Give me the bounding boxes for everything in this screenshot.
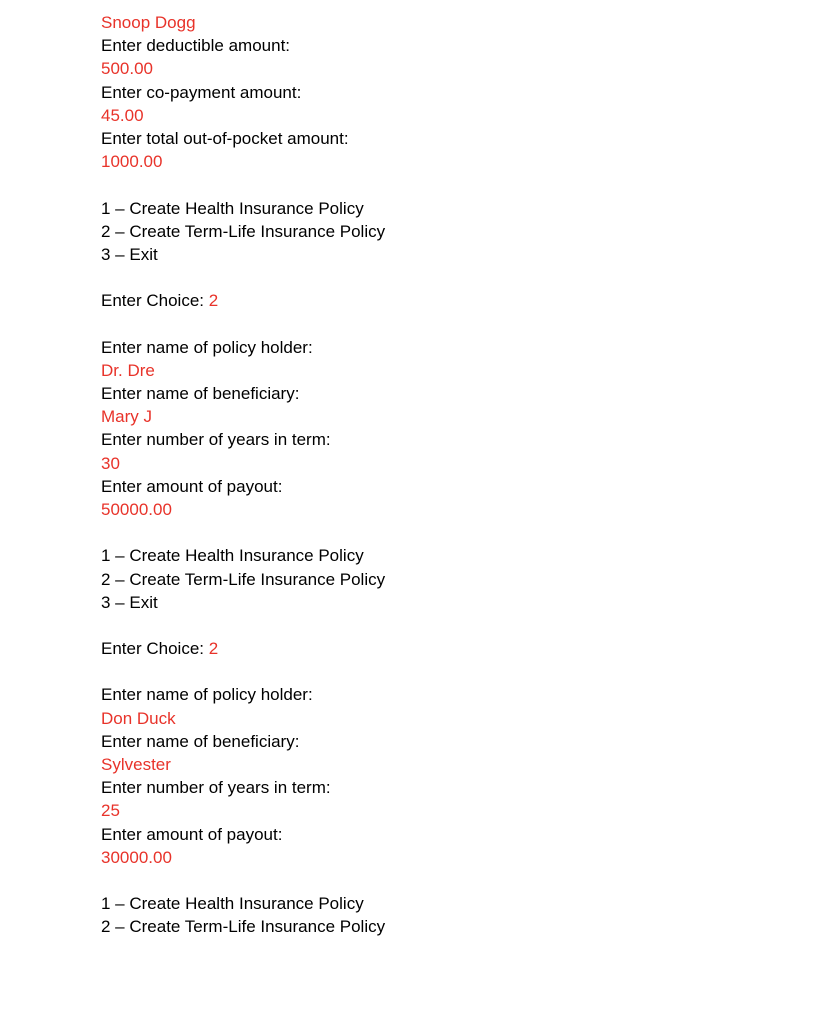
menu-option-term-life: 2 – Create Term-Life Insurance Policy (101, 221, 386, 241)
term-years-value: 30 (101, 453, 120, 473)
beneficiary-prompt: Enter name of beneficiary: (101, 384, 300, 403)
menu-option-term-life: 2 – Create Term-Life Insurance Policy (101, 917, 386, 937)
term-years-prompt: Enter number of years in term: (101, 430, 331, 450)
menu-option-term-life: 2 – Create Term-Life Insurance Policy (101, 569, 386, 589)
menu-option-health: 1 – Create Health Insurance Policy (101, 894, 364, 914)
menu-option-exit: 3 – Exit (101, 244, 158, 264)
beneficiary-prompt: Enter name of beneficiary: (101, 731, 300, 751)
health-holder-name-value: Snoop Dogg (101, 13, 196, 32)
choice-line (101, 637, 801, 660)
spacer (101, 312, 801, 335)
beneficiary-value: Sylvester (101, 755, 171, 774)
deductible-value: 500.00 (101, 59, 153, 79)
out-of-pocket-prompt: Enter total out-of-pocket amount: (101, 128, 349, 148)
spacer (101, 266, 801, 289)
beneficiary-value: Mary J (101, 407, 152, 427)
copay-value: 45.00 (101, 105, 144, 125)
payout-value: 50000.00 (101, 499, 172, 519)
choice-value: 2 (208, 639, 219, 659)
payout-prompt: Enter amount of payout: (101, 476, 283, 496)
choice-value: 2 (208, 291, 219, 311)
policy-holder-prompt: Enter name of policy holder: (101, 337, 313, 357)
term-years-value: 25 (101, 801, 120, 821)
choice-line (101, 289, 801, 312)
payout-prompt: Enter amount of payout: (101, 824, 283, 844)
menu-option-exit: 3 – Exit (101, 592, 158, 612)
spacer (101, 521, 801, 544)
spacer (101, 869, 801, 892)
menu-option-health: 1 – Create Health Insurance Policy (101, 546, 364, 566)
choice-prompt: Enter Choice: (101, 291, 209, 311)
spacer (101, 614, 801, 637)
out-of-pocket-value: 1000.00 (101, 152, 163, 172)
console-transcript (101, 11, 801, 939)
payout-value: 30000.00 (101, 847, 172, 867)
term-years-prompt: Enter number of years in term: (101, 778, 331, 798)
spacer (101, 173, 801, 196)
policy-holder-value: Don Duck (101, 708, 176, 728)
choice-prompt: Enter Choice: (101, 639, 209, 659)
policy-holder-prompt: Enter name of policy holder: (101, 685, 313, 705)
deductible-prompt: Enter deductible amount: (101, 36, 291, 56)
spacer (101, 660, 801, 683)
menu-option-health: 1 – Create Health Insurance Policy (101, 198, 364, 218)
copay-prompt: Enter co-payment amount: (101, 82, 302, 102)
policy-holder-value: Dr. Dre (101, 360, 155, 380)
